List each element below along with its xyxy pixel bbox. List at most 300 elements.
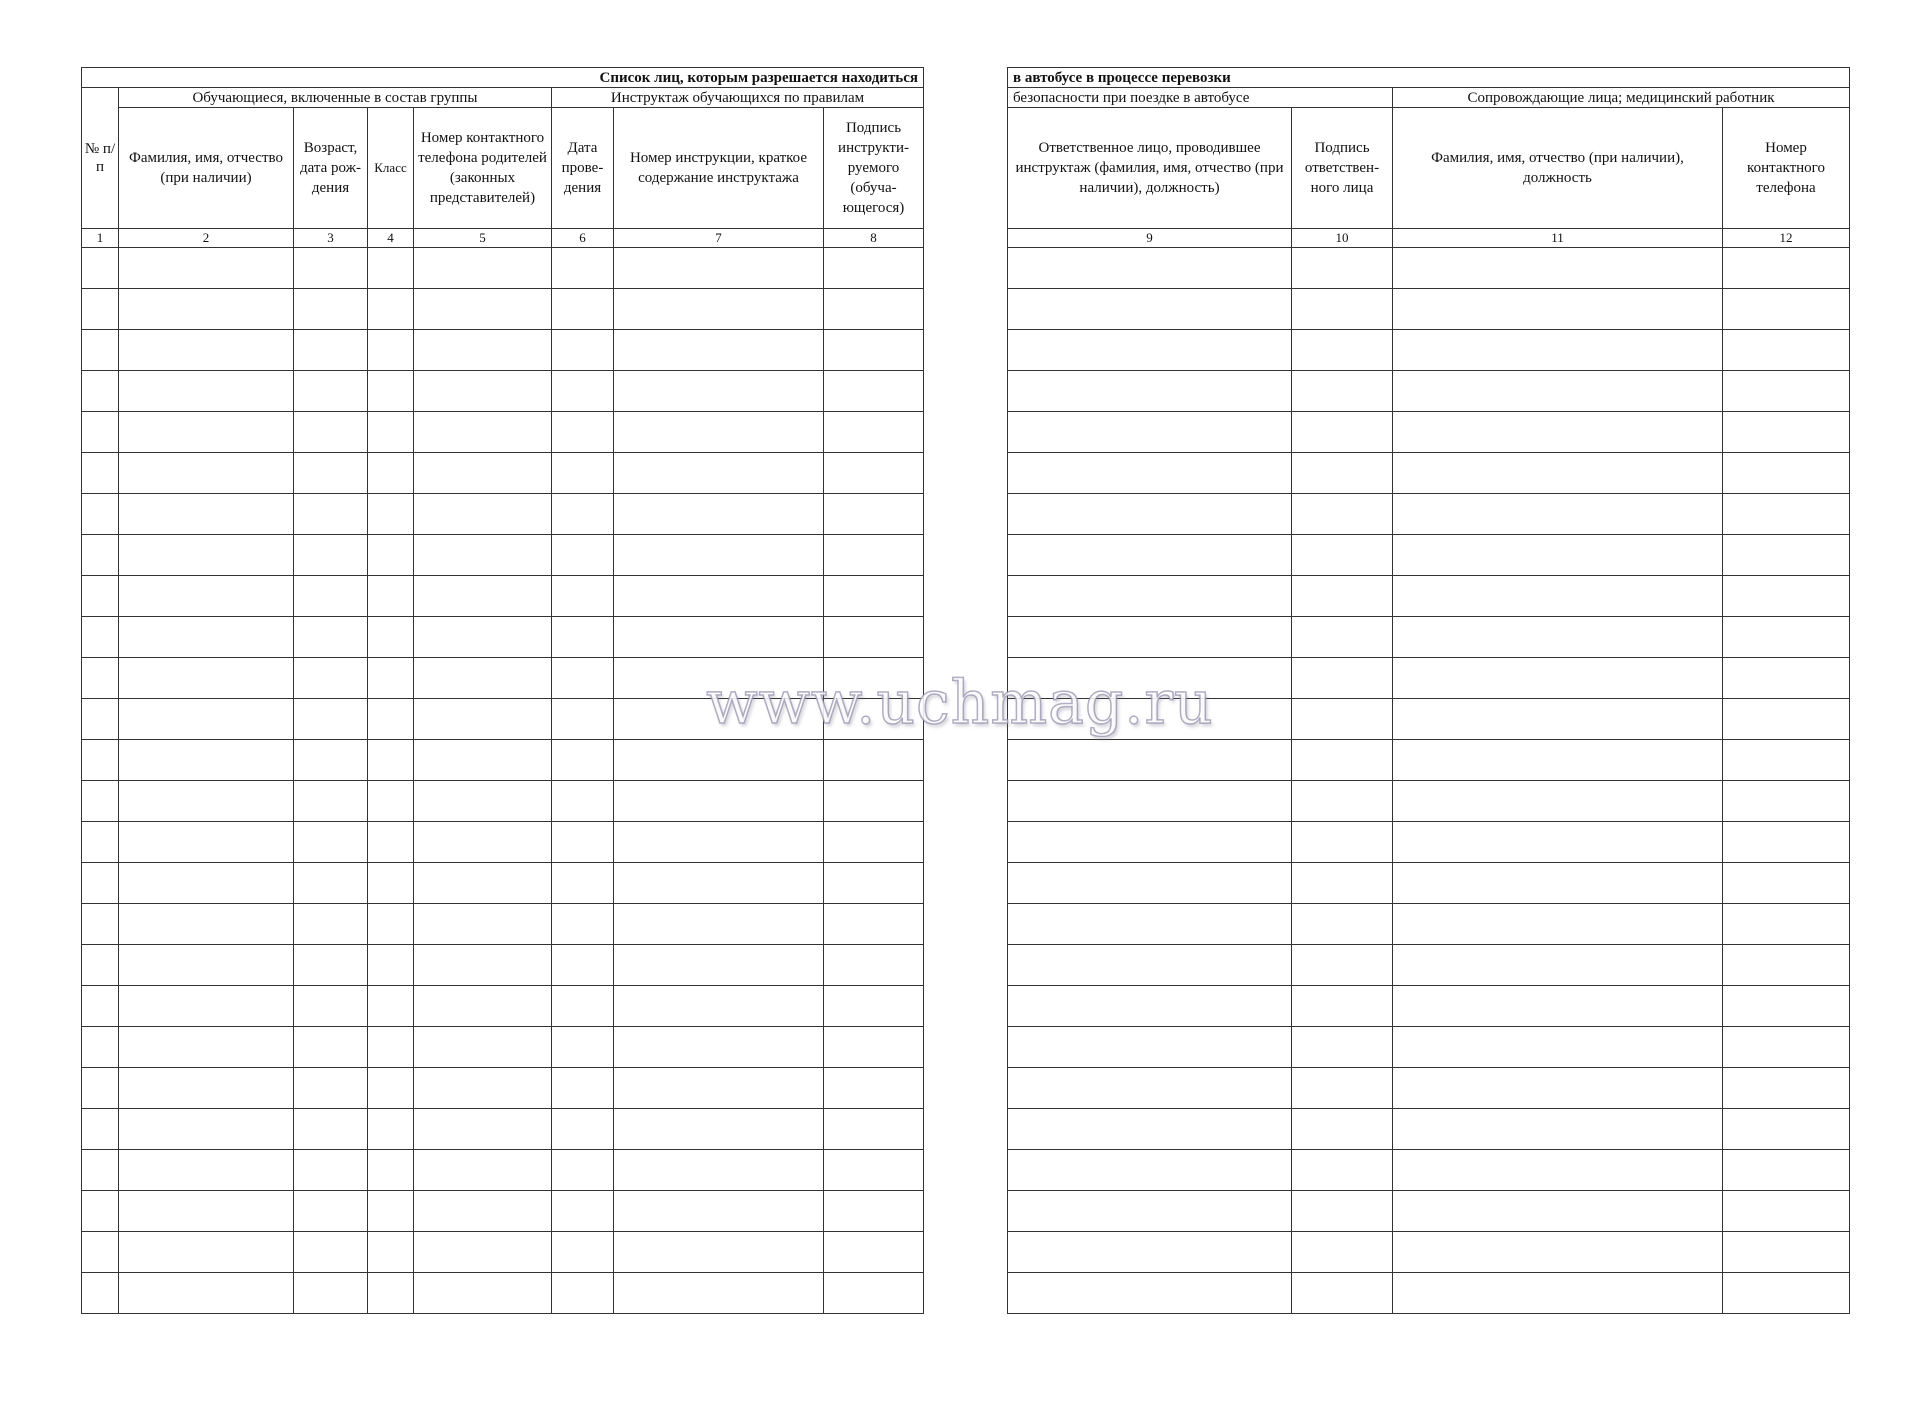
table-cell[interactable] [1292, 822, 1393, 863]
table-cell[interactable] [614, 781, 824, 822]
table-cell[interactable] [414, 740, 552, 781]
table-cell[interactable] [368, 289, 414, 330]
table-cell[interactable] [1393, 822, 1723, 863]
table-cell[interactable] [82, 617, 119, 658]
table-cell[interactable] [82, 289, 119, 330]
table-cell[interactable] [1723, 1027, 1850, 1068]
table-cell[interactable] [414, 863, 552, 904]
table-cell[interactable] [414, 986, 552, 1027]
table-cell[interactable] [1723, 1068, 1850, 1109]
table-cell[interactable] [119, 986, 294, 1027]
table-cell[interactable] [614, 904, 824, 945]
table-cell[interactable] [1008, 1109, 1292, 1150]
table-cell[interactable] [119, 494, 294, 535]
table-cell[interactable] [294, 1150, 368, 1191]
table-cell[interactable] [824, 371, 924, 412]
table-cell[interactable] [614, 1109, 824, 1150]
table-cell[interactable] [824, 289, 924, 330]
table-cell[interactable] [1292, 535, 1393, 576]
table-cell[interactable] [368, 412, 414, 453]
table-cell[interactable] [82, 658, 119, 699]
table-cell[interactable] [119, 1191, 294, 1232]
table-cell[interactable] [1008, 1068, 1292, 1109]
table-cell[interactable] [294, 904, 368, 945]
table-cell[interactable] [824, 658, 924, 699]
table-cell[interactable] [82, 986, 119, 1027]
table-cell[interactable] [82, 945, 119, 986]
table-cell[interactable] [614, 1068, 824, 1109]
table-cell[interactable] [614, 945, 824, 986]
table-cell[interactable] [824, 945, 924, 986]
table-cell[interactable] [368, 699, 414, 740]
table-cell[interactable] [1292, 1150, 1393, 1191]
table-cell[interactable] [1008, 1232, 1292, 1273]
table-cell[interactable] [1292, 412, 1393, 453]
table-cell[interactable] [414, 945, 552, 986]
table-cell[interactable] [294, 330, 368, 371]
table-cell[interactable] [1393, 1191, 1723, 1232]
table-cell[interactable] [614, 1027, 824, 1068]
table-cell[interactable] [614, 412, 824, 453]
table-cell[interactable] [368, 535, 414, 576]
table-cell[interactable] [1723, 1273, 1850, 1314]
table-cell[interactable] [82, 740, 119, 781]
table-cell[interactable] [1393, 1150, 1723, 1191]
table-cell[interactable] [119, 1273, 294, 1314]
table-cell[interactable] [82, 1150, 119, 1191]
table-cell[interactable] [1723, 945, 1850, 986]
table-cell[interactable] [1723, 863, 1850, 904]
table-cell[interactable] [1393, 453, 1723, 494]
table-cell[interactable] [1008, 289, 1292, 330]
table-cell[interactable] [1393, 945, 1723, 986]
table-cell[interactable] [414, 1232, 552, 1273]
table-cell[interactable] [1008, 740, 1292, 781]
table-cell[interactable] [119, 1150, 294, 1191]
table-cell[interactable] [414, 289, 552, 330]
table-cell[interactable] [414, 617, 552, 658]
table-cell[interactable] [368, 1068, 414, 1109]
table-cell[interactable] [1292, 945, 1393, 986]
table-cell[interactable] [368, 1232, 414, 1273]
table-cell[interactable] [414, 1068, 552, 1109]
table-cell[interactable] [119, 781, 294, 822]
table-cell[interactable] [119, 535, 294, 576]
table-cell[interactable] [1393, 904, 1723, 945]
table-cell[interactable] [1292, 781, 1393, 822]
table-cell[interactable] [119, 1068, 294, 1109]
table-cell[interactable] [294, 863, 368, 904]
table-cell[interactable] [414, 1191, 552, 1232]
table-cell[interactable] [614, 699, 824, 740]
table-cell[interactable] [82, 494, 119, 535]
table-cell[interactable] [1393, 412, 1723, 453]
table-cell[interactable] [1008, 863, 1292, 904]
table-cell[interactable] [1723, 371, 1850, 412]
table-cell[interactable] [1008, 1150, 1292, 1191]
table-cell[interactable] [824, 863, 924, 904]
table-cell[interactable] [82, 371, 119, 412]
table-cell[interactable] [414, 494, 552, 535]
table-cell[interactable] [824, 1027, 924, 1068]
table-cell[interactable] [294, 453, 368, 494]
table-cell[interactable] [294, 740, 368, 781]
table-cell[interactable] [614, 658, 824, 699]
table-cell[interactable] [1292, 740, 1393, 781]
table-cell[interactable] [368, 576, 414, 617]
table-cell[interactable] [414, 412, 552, 453]
table-cell[interactable] [614, 453, 824, 494]
table-cell[interactable] [614, 371, 824, 412]
table-cell[interactable] [414, 1150, 552, 1191]
table-cell[interactable] [368, 986, 414, 1027]
table-cell[interactable] [614, 1273, 824, 1314]
table-cell[interactable] [552, 699, 614, 740]
table-cell[interactable] [552, 904, 614, 945]
table-cell[interactable] [294, 412, 368, 453]
table-cell[interactable] [294, 781, 368, 822]
table-cell[interactable] [82, 904, 119, 945]
table-cell[interactable] [294, 576, 368, 617]
table-cell[interactable] [552, 822, 614, 863]
table-cell[interactable] [1292, 1191, 1393, 1232]
table-cell[interactable] [82, 1232, 119, 1273]
table-cell[interactable] [1393, 1273, 1723, 1314]
table-cell[interactable] [119, 904, 294, 945]
table-cell[interactable] [552, 1027, 614, 1068]
table-cell[interactable] [1292, 904, 1393, 945]
table-cell[interactable] [368, 1191, 414, 1232]
table-cell[interactable] [368, 1150, 414, 1191]
table-cell[interactable] [552, 248, 614, 289]
table-cell[interactable] [1292, 1027, 1393, 1068]
table-cell[interactable] [294, 1232, 368, 1273]
table-cell[interactable] [824, 453, 924, 494]
table-cell[interactable] [1393, 330, 1723, 371]
table-cell[interactable] [294, 371, 368, 412]
table-cell[interactable] [82, 576, 119, 617]
table-cell[interactable] [552, 781, 614, 822]
table-cell[interactable] [119, 453, 294, 494]
table-cell[interactable] [552, 1273, 614, 1314]
table-cell[interactable] [1008, 371, 1292, 412]
table-cell[interactable] [614, 822, 824, 863]
table-cell[interactable] [1008, 699, 1292, 740]
table-cell[interactable] [414, 576, 552, 617]
table-cell[interactable] [294, 1068, 368, 1109]
table-cell[interactable] [1723, 453, 1850, 494]
table-cell[interactable] [82, 863, 119, 904]
table-cell[interactable] [552, 535, 614, 576]
table-cell[interactable] [368, 371, 414, 412]
table-cell[interactable] [1292, 699, 1393, 740]
table-cell[interactable] [414, 330, 552, 371]
table-cell[interactable] [1292, 289, 1393, 330]
table-cell[interactable] [414, 248, 552, 289]
table-cell[interactable] [368, 822, 414, 863]
table-cell[interactable] [82, 1273, 119, 1314]
table-cell[interactable] [1292, 453, 1393, 494]
table-cell[interactable] [119, 945, 294, 986]
table-cell[interactable] [368, 453, 414, 494]
table-cell[interactable] [414, 371, 552, 412]
table-cell[interactable] [1393, 699, 1723, 740]
table-cell[interactable] [552, 986, 614, 1027]
table-cell[interactable] [368, 740, 414, 781]
table-cell[interactable] [1393, 1027, 1723, 1068]
table-cell[interactable] [414, 1109, 552, 1150]
table-cell[interactable] [1393, 1232, 1723, 1273]
table-cell[interactable] [1393, 535, 1723, 576]
table-cell[interactable] [1393, 289, 1723, 330]
table-cell[interactable] [368, 494, 414, 535]
table-cell[interactable] [1723, 1150, 1850, 1191]
table-cell[interactable] [1292, 863, 1393, 904]
table-cell[interactable] [614, 863, 824, 904]
table-cell[interactable] [368, 1027, 414, 1068]
table-cell[interactable] [824, 617, 924, 658]
table-cell[interactable] [1008, 781, 1292, 822]
table-cell[interactable] [1723, 330, 1850, 371]
table-cell[interactable] [82, 1068, 119, 1109]
table-cell[interactable] [414, 1273, 552, 1314]
table-cell[interactable] [368, 658, 414, 699]
table-cell[interactable] [119, 1109, 294, 1150]
table-cell[interactable] [824, 1150, 924, 1191]
table-cell[interactable] [294, 248, 368, 289]
table-cell[interactable] [1393, 576, 1723, 617]
table-cell[interactable] [1723, 658, 1850, 699]
table-cell[interactable] [119, 289, 294, 330]
table-cell[interactable] [614, 1191, 824, 1232]
table-cell[interactable] [414, 822, 552, 863]
table-cell[interactable] [119, 822, 294, 863]
table-cell[interactable] [824, 1191, 924, 1232]
table-cell[interactable] [1292, 1068, 1393, 1109]
table-cell[interactable] [119, 740, 294, 781]
table-cell[interactable] [414, 453, 552, 494]
table-cell[interactable] [1292, 494, 1393, 535]
table-cell[interactable] [614, 1232, 824, 1273]
table-cell[interactable] [614, 986, 824, 1027]
table-cell[interactable] [614, 248, 824, 289]
table-cell[interactable] [294, 986, 368, 1027]
table-cell[interactable] [368, 1109, 414, 1150]
table-cell[interactable] [1008, 1273, 1292, 1314]
table-cell[interactable] [1008, 904, 1292, 945]
table-cell[interactable] [1292, 1109, 1393, 1150]
table-cell[interactable] [614, 494, 824, 535]
table-cell[interactable] [614, 740, 824, 781]
table-cell[interactable] [1723, 289, 1850, 330]
table-cell[interactable] [824, 248, 924, 289]
table-cell[interactable] [552, 1109, 614, 1150]
table-cell[interactable] [414, 1027, 552, 1068]
table-cell[interactable] [119, 699, 294, 740]
table-cell[interactable] [294, 822, 368, 863]
table-cell[interactable] [294, 289, 368, 330]
table-cell[interactable] [368, 617, 414, 658]
table-cell[interactable] [294, 658, 368, 699]
table-cell[interactable] [824, 1068, 924, 1109]
table-cell[interactable] [368, 1273, 414, 1314]
table-cell[interactable] [119, 617, 294, 658]
table-cell[interactable] [1393, 494, 1723, 535]
table-cell[interactable] [1723, 699, 1850, 740]
table-cell[interactable] [1292, 576, 1393, 617]
table-cell[interactable] [1008, 945, 1292, 986]
table-cell[interactable] [1393, 248, 1723, 289]
table-cell[interactable] [824, 535, 924, 576]
table-cell[interactable] [1393, 740, 1723, 781]
table-cell[interactable] [1393, 617, 1723, 658]
table-cell[interactable] [552, 576, 614, 617]
table-cell[interactable] [824, 699, 924, 740]
table-cell[interactable] [119, 412, 294, 453]
table-cell[interactable] [824, 576, 924, 617]
table-cell[interactable] [82, 781, 119, 822]
table-cell[interactable] [552, 412, 614, 453]
table-cell[interactable] [294, 1273, 368, 1314]
table-cell[interactable] [824, 1273, 924, 1314]
table-cell[interactable] [119, 1232, 294, 1273]
table-cell[interactable] [552, 1191, 614, 1232]
table-cell[interactable] [1008, 1027, 1292, 1068]
table-cell[interactable] [1292, 617, 1393, 658]
table-cell[interactable] [1723, 1109, 1850, 1150]
table-cell[interactable] [119, 371, 294, 412]
table-cell[interactable] [552, 658, 614, 699]
table-cell[interactable] [1393, 863, 1723, 904]
table-cell[interactable] [1008, 576, 1292, 617]
table-cell[interactable] [294, 535, 368, 576]
table-cell[interactable] [1723, 986, 1850, 1027]
table-cell[interactable] [1393, 658, 1723, 699]
table-cell[interactable] [1723, 576, 1850, 617]
table-cell[interactable] [614, 576, 824, 617]
table-cell[interactable] [1008, 494, 1292, 535]
table-cell[interactable] [1723, 248, 1850, 289]
table-cell[interactable] [1008, 453, 1292, 494]
table-cell[interactable] [552, 945, 614, 986]
table-cell[interactable] [1393, 1109, 1723, 1150]
table-cell[interactable] [414, 699, 552, 740]
table-cell[interactable] [82, 699, 119, 740]
table-cell[interactable] [552, 371, 614, 412]
table-cell[interactable] [82, 248, 119, 289]
table-cell[interactable] [119, 576, 294, 617]
table-cell[interactable] [824, 740, 924, 781]
table-cell[interactable] [614, 1150, 824, 1191]
table-cell[interactable] [368, 904, 414, 945]
table-cell[interactable] [294, 617, 368, 658]
table-cell[interactable] [294, 1191, 368, 1232]
table-cell[interactable] [294, 699, 368, 740]
table-cell[interactable] [1008, 1191, 1292, 1232]
table-cell[interactable] [82, 453, 119, 494]
table-cell[interactable] [552, 494, 614, 535]
table-cell[interactable] [1008, 658, 1292, 699]
table-cell[interactable] [414, 781, 552, 822]
table-cell[interactable] [119, 248, 294, 289]
table-cell[interactable] [1723, 412, 1850, 453]
table-cell[interactable] [368, 945, 414, 986]
table-cell[interactable] [552, 1232, 614, 1273]
table-cell[interactable] [1292, 1273, 1393, 1314]
table-cell[interactable] [824, 494, 924, 535]
table-cell[interactable] [119, 330, 294, 371]
table-cell[interactable] [1292, 658, 1393, 699]
table-cell[interactable] [294, 1027, 368, 1068]
table-cell[interactable] [82, 330, 119, 371]
table-cell[interactable] [414, 535, 552, 576]
table-cell[interactable] [1292, 330, 1393, 371]
table-cell[interactable] [552, 289, 614, 330]
table-cell[interactable] [824, 986, 924, 1027]
table-cell[interactable] [1008, 617, 1292, 658]
table-cell[interactable] [1008, 412, 1292, 453]
table-cell[interactable] [368, 248, 414, 289]
table-cell[interactable] [1008, 330, 1292, 371]
table-cell[interactable] [1008, 986, 1292, 1027]
table-cell[interactable] [1393, 781, 1723, 822]
table-cell[interactable] [552, 330, 614, 371]
table-cell[interactable] [82, 822, 119, 863]
table-cell[interactable] [824, 781, 924, 822]
table-cell[interactable] [824, 822, 924, 863]
table-cell[interactable] [294, 1109, 368, 1150]
table-cell[interactable] [552, 740, 614, 781]
table-cell[interactable] [1292, 986, 1393, 1027]
table-cell[interactable] [552, 617, 614, 658]
table-cell[interactable] [1393, 986, 1723, 1027]
table-cell[interactable] [552, 1068, 614, 1109]
table-cell[interactable] [414, 658, 552, 699]
table-cell[interactable] [824, 412, 924, 453]
table-cell[interactable] [1292, 1232, 1393, 1273]
table-cell[interactable] [614, 535, 824, 576]
table-cell[interactable] [614, 289, 824, 330]
table-cell[interactable] [1008, 535, 1292, 576]
table-cell[interactable] [119, 658, 294, 699]
table-cell[interactable] [552, 1150, 614, 1191]
table-cell[interactable] [824, 330, 924, 371]
table-cell[interactable] [1723, 781, 1850, 822]
table-cell[interactable] [82, 1027, 119, 1068]
table-cell[interactable] [119, 863, 294, 904]
table-cell[interactable] [368, 330, 414, 371]
table-cell[interactable] [614, 330, 824, 371]
table-cell[interactable] [82, 535, 119, 576]
table-cell[interactable] [1723, 904, 1850, 945]
table-cell[interactable] [1008, 822, 1292, 863]
table-cell[interactable] [1393, 1068, 1723, 1109]
table-cell[interactable] [368, 863, 414, 904]
table-cell[interactable] [1292, 248, 1393, 289]
table-cell[interactable] [824, 1109, 924, 1150]
table-cell[interactable] [294, 945, 368, 986]
table-cell[interactable] [824, 904, 924, 945]
table-cell[interactable] [368, 781, 414, 822]
table-cell[interactable] [552, 453, 614, 494]
table-cell[interactable] [119, 1027, 294, 1068]
table-cell[interactable] [1723, 617, 1850, 658]
table-cell[interactable] [1723, 822, 1850, 863]
table-cell[interactable] [1723, 535, 1850, 576]
table-cell[interactable] [1292, 371, 1393, 412]
table-cell[interactable] [1723, 1191, 1850, 1232]
table-cell[interactable] [1723, 1232, 1850, 1273]
